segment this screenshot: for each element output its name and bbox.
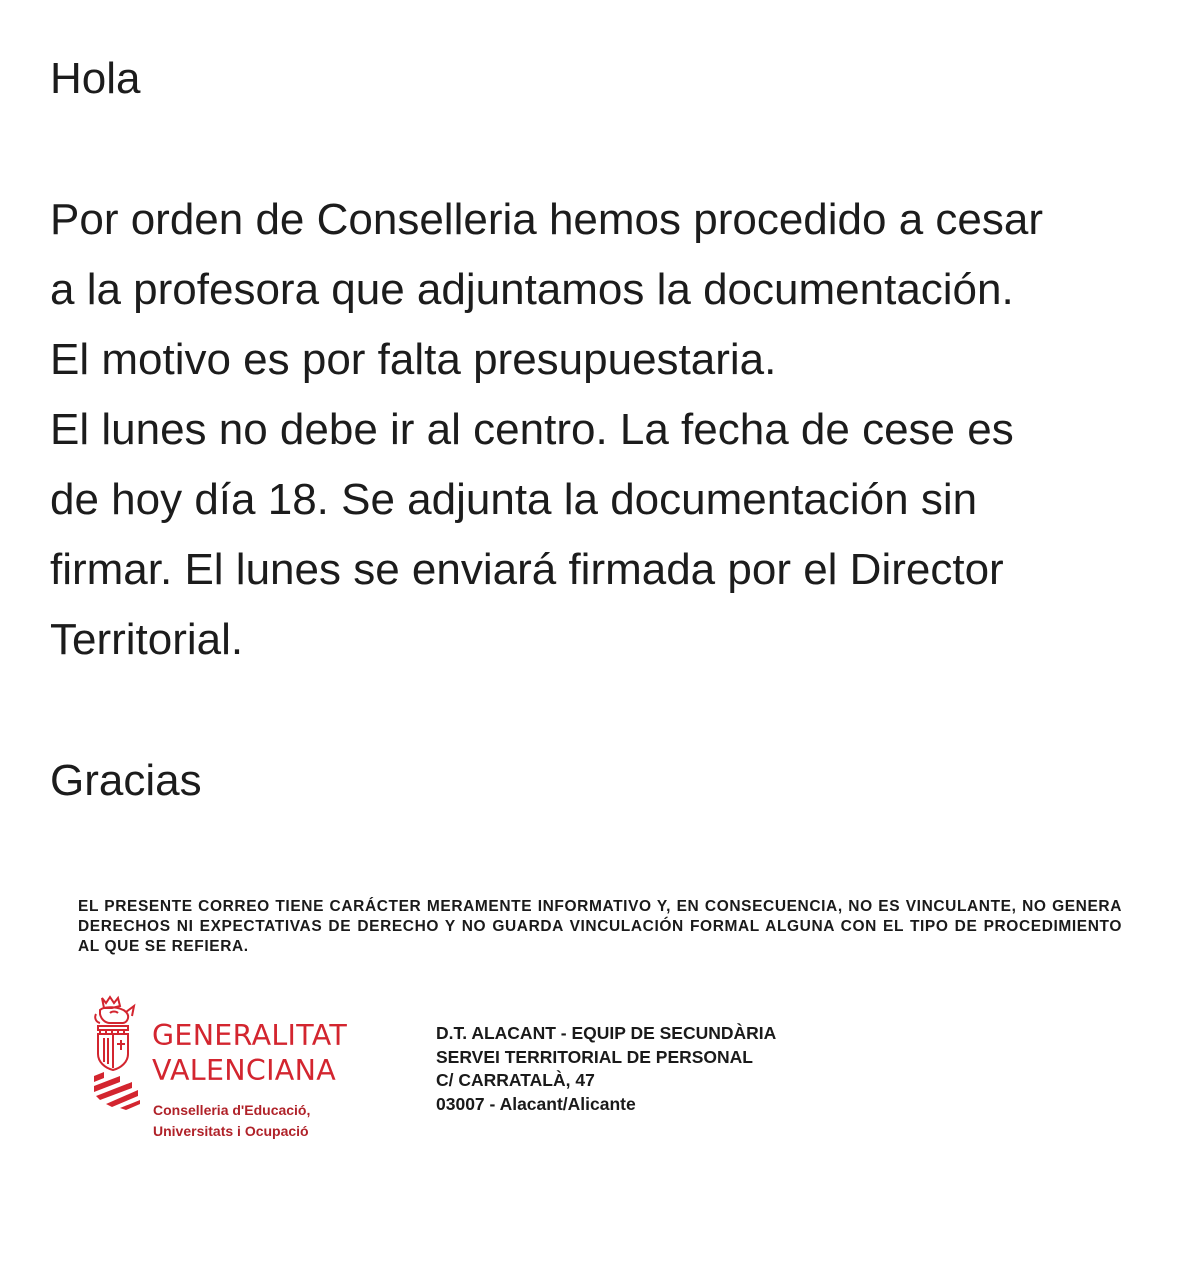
email-body-line: Por orden de Conselleria hemos procedido a cesar [50, 195, 1044, 244]
email-closing: Gracias [50, 756, 202, 805]
address-line: C/ CARRATALÀ, 47 [436, 1070, 595, 1090]
logo-subtitle-line: Universitats i Ocupació [153, 1123, 309, 1139]
email-signature [86, 990, 886, 1150]
logo-subtitle [153, 1100, 310, 1142]
logo-title [152, 1018, 347, 1088]
logo-title-line: VALENCIANA [152, 1054, 336, 1087]
generalitat-logo [86, 990, 386, 1150]
logo-title-line: GENERALITAT [152, 1019, 348, 1052]
paragraph-spacer [50, 114, 1160, 185]
email-body-line: El lunes no debe ir al centro. La fecha de cese es [50, 405, 1014, 454]
legal-disclaimer: EL PRESENTE CORREO TIENE CARÁCTER MERAMENTE INFORMATIVO Y, EN CONSECUENCIA, NO ES VINCULANTE, NO GENERA DERECHOS NI EXPECTATIVAS DE DERECHO Y NO GUARDA VINCULACIÓN FORMAL ALGUNA CON EL TIPO DE PROCEDIMIENTO AL QUE SE REFIERA. [78, 898, 1122, 955]
email-body-line: El motivo es por falta presupuestaria. [50, 335, 777, 384]
address-line: D.T. ALACANT - EQUIP DE SECUNDÀRIA [436, 1023, 777, 1043]
email-body-line: Territorial. [50, 615, 244, 664]
address-line: SERVEI TERRITORIAL DE PERSONAL [436, 1046, 753, 1067]
signature-address [436, 1022, 776, 1116]
email-body-line: de hoy día 18. Se adjunta la documentación sin [50, 475, 978, 524]
email-greeting: Hola [50, 54, 141, 103]
address-line: 03007 - Alacant/Alicante [436, 1093, 636, 1114]
email-paragraph [50, 185, 1160, 675]
logo-subtitle-line: Conselleria d'Educació, [153, 1102, 311, 1118]
email-body [50, 44, 1160, 816]
email-body-line: a la profesora que adjuntamos la documentación. [50, 265, 1014, 314]
email-body-line: firmar. El lunes se enviará firmada por el Director [50, 545, 1004, 594]
generalitat-emblem-icon [90, 994, 144, 1112]
